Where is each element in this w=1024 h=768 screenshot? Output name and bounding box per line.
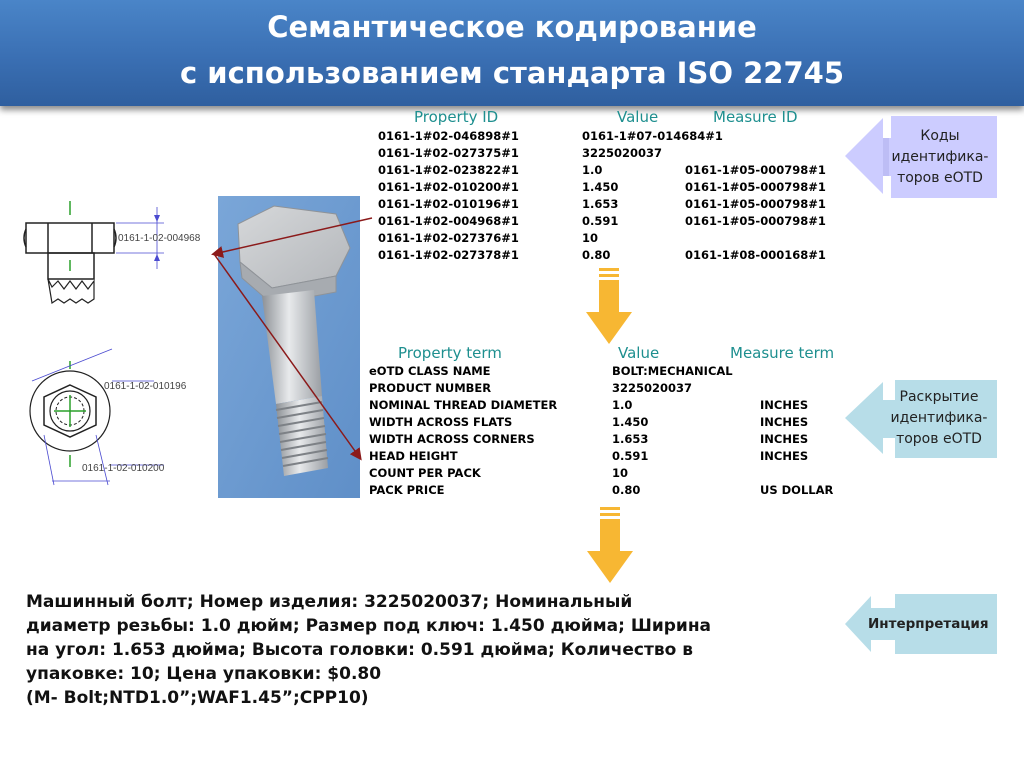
codes-label-line3: торов eOTD [897,169,983,186]
id-cell: 3225020037 [582,146,663,160]
term-cell: 1.450 [612,415,649,429]
interpretation-text [26,590,846,710]
top-drawing-label-upper: 0161-1-02-010196 [104,381,187,392]
term-cell: INCHES [760,432,809,446]
interpretation-line: (M- Bolt;NTD1.0”;WAF1.45”;CPP10) [26,688,369,708]
term-header-property: Property term [398,344,502,362]
term-cell: 1.0 [612,398,633,412]
slide-title-line2: с использованием стандарта ISO 22745 [180,56,844,90]
id-cell: 0161-1#05-000798#1 [685,163,826,177]
id-cell: 0161-1#02-010196#1 [378,197,519,211]
id-cell: 1.450 [582,180,619,194]
id-cell: 1.653 [582,197,619,211]
interpretation-line: на угол: 1.653 дюйма; Высота головки: 0.591 дюйма; Количество в [26,640,693,660]
term-cell: INCHES [760,415,809,429]
id-cell: 0161-1#02-027376#1 [378,231,519,245]
term-cell: 0.591 [612,449,649,463]
interpretation-line: диаметр резьбы: 1.0 дюйм; Размер под ключ: 1.450 дюйма; Ширина [26,616,712,636]
id-cell: 0161-1#05-000798#1 [685,197,826,211]
term-header-measure: Measure term [730,344,835,362]
term-cell: US DOLLAR [760,483,834,497]
codes-label-line1: Коды [920,127,960,144]
term-cell: INCHES [760,398,809,412]
down-arrow-icon [584,268,634,348]
id-cell: 0161-1#02-027375#1 [378,146,519,160]
term-cell: PRODUCT NUMBER [369,381,492,395]
id-cell: 0161-1#02-023822#1 [378,163,519,177]
term-cell: COUNT PER PACK [369,466,481,480]
codes-label [880,122,1000,192]
bolt-drawings [14,185,219,505]
id-cell: 0161-1#02-046898#1 [378,129,519,143]
down-arrow-icon [585,507,635,587]
title-banner [0,0,1024,106]
id-header-property: Property ID [414,108,499,126]
bolt-photo [218,196,360,498]
top-drawing-label-lower: 0161-1-02-010200 [82,463,165,474]
term-cell: BOLT:MECHANICAL [612,364,733,378]
reveal-label [878,382,1000,454]
interpretation-line: Машинный болт; Номер изделия: 3225020037; Номинальный [26,592,633,612]
reveal-label-line1: Раскрытие [899,388,979,405]
id-header-measure: Measure ID [713,108,798,126]
id-cell: 0161-1#07-014684#1 [582,129,723,143]
term-header-value: Value [618,344,660,362]
reveal-label-line2: идентифика- [890,409,988,426]
term-cell: NOMINAL THREAD DIAMETER [369,398,558,412]
term-cell: 0.80 [612,483,641,497]
bolt-side-drawing [24,201,164,303]
id-cell: 0161-1#08-000168#1 [685,248,826,262]
term-cell: WIDTH ACROSS FLATS [369,415,513,429]
term-cell: INCHES [760,449,809,463]
id-header-value: Value [617,108,659,126]
id-cell: 0161-1#02-004968#1 [378,214,519,228]
id-cell: 0161-1#05-000798#1 [685,180,826,194]
id-cell: 10 [582,231,599,245]
term-cell: PACK PRICE [369,483,445,497]
term-cell: 1.653 [612,432,649,446]
term-cell: WIDTH ACROSS CORNERS [369,432,535,446]
term-cell: eOTD CLASS NAME [369,364,491,378]
interpretation-line: упаковке: 10; Цена упаковки: $0.80 [26,664,382,684]
codes-label-line2: идентифика- [891,148,989,165]
slide-title-line1: Семантическое кодирование [267,10,757,44]
id-cell: 1.0 [582,163,603,177]
interpretation-label: Интерпретация [868,615,989,632]
side-drawing-label: 0161-1-02-004968 [118,233,201,244]
term-cell: 10 [612,466,629,480]
id-cell: 0161-1#05-000798#1 [685,214,826,228]
id-cell: 0161-1#02-010200#1 [378,180,519,194]
id-cell: 0.80 [582,248,611,262]
term-cell: HEAD HEIGHT [369,449,458,463]
id-cell: 0.591 [582,214,619,228]
id-cell: 0161-1#02-027378#1 [378,248,519,262]
term-cell: 3225020037 [612,381,693,395]
reveal-label-line3: торов eOTD [896,430,982,447]
